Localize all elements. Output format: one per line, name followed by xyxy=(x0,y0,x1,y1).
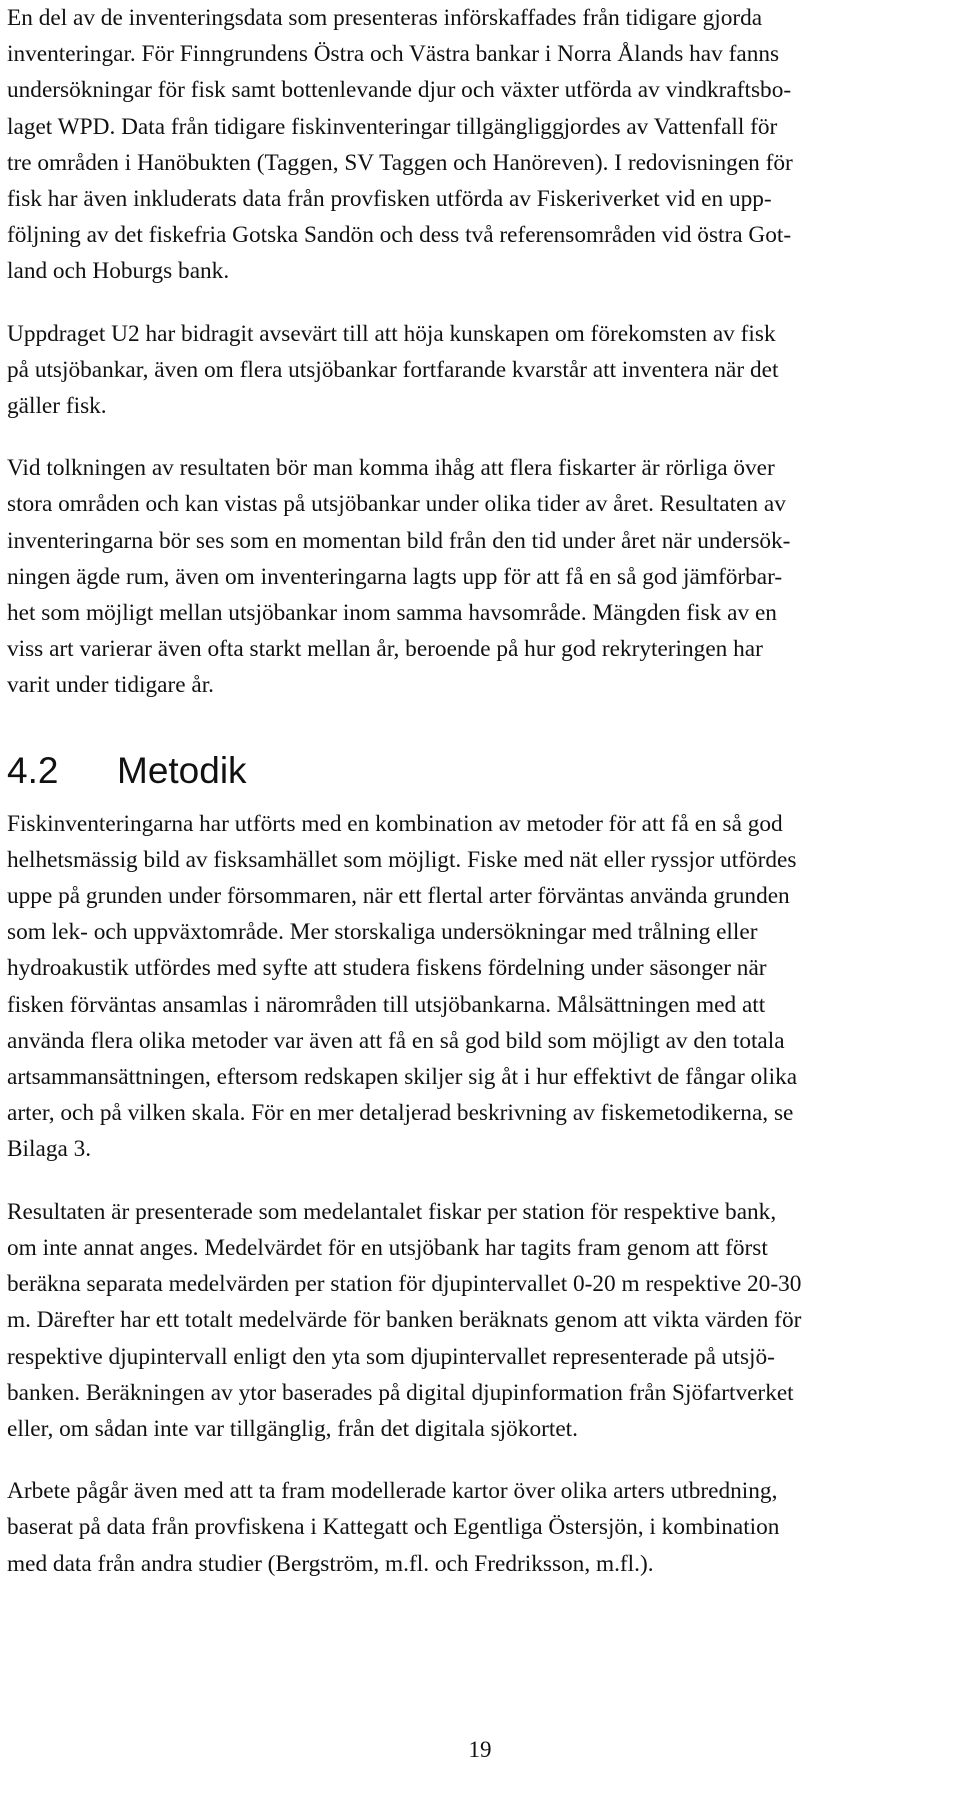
text-line: respektive djupintervall enligt den yta som djupintervallet representerade på utsjö- xyxy=(7,1343,775,1370)
text-line: Uppdraget U2 har bidragit avsevärt till att höja kunskapen om förekomsten av fisk xyxy=(7,320,776,347)
text-line: om inte annat anges. Medelvärdet för en utsjöbank har tagits fram genom att först xyxy=(7,1234,768,1261)
text-line: inventeringar. För Finngrundens Östra och Västra bankar i Norra Ålands hav fanns xyxy=(7,41,780,68)
text-line: Resultaten är presenterade som medelantalet fiskar per station för respektive bank, xyxy=(7,1198,777,1225)
text-line: laget WPD. Data från tidigare fiskinventeringar tillgängliggjordes av Vattenfall för xyxy=(7,113,778,140)
page-number: 19 xyxy=(468,1737,492,1762)
text-line: tre områden i Hanöbukten (Taggen, SV Taggen och Hanöreven). I redovisningen för xyxy=(7,149,793,176)
text-line: land och Hoburgs bank. xyxy=(7,258,230,285)
text-line: varit under tidigare år. xyxy=(7,672,214,699)
text-line: ningen ägde rum, även om inventeringarna lagts upp för att få en så god jämförbar- xyxy=(7,563,783,590)
text-line: på utsjöbankar, även om flera utsjöbankar fortfarande kvarstår att inventera när det xyxy=(7,356,779,383)
text-line: baserat på data från provfiskena i Kattegatt och Egentliga Östersjön, i kombination xyxy=(7,1514,780,1541)
paragraph-methods xyxy=(7,806,953,1168)
text-line: Fiskinventeringarna har utförts med en kombination av metoder för att få en så god xyxy=(7,810,783,837)
text-line: stora områden och kan vistas på utsjöbankar under olika tider av året. Resultaten av xyxy=(7,491,786,518)
text-line: Arbete pågår även med att ta fram modellerade kartor över olika arters utbredning, xyxy=(7,1478,778,1505)
text-line: med data från andra studier (Bergström, m.fl. och Fredriksson, m.fl.). xyxy=(7,1550,654,1577)
text-line: helhetsmässig bild av fisksamhället som möjligt. Fiske med nät eller ryssjor utfördes xyxy=(7,846,797,873)
text-line: använda flera olika metoder var även att få en så god bild som möjligt av den totala xyxy=(7,1027,785,1054)
text-line: arter, och på vilken skala. För en mer detaljerad beskrivning av fiskemetodikerna, se xyxy=(7,1100,794,1127)
paragraph-assignment-u2 xyxy=(7,316,953,425)
text-line: eller, om sådan inte var tillgänglig, från det digitala sjökortet. xyxy=(7,1415,578,1442)
section-number: 4.2 xyxy=(7,749,59,791)
text-line: banken. Beräkningen av ytor baserades på digital djupinformation från Sjöfartverket xyxy=(7,1379,794,1406)
text-line: artsammansättningen, eftersom redskapen skiljer sig åt i hur effektivt de fångar olika xyxy=(7,1064,798,1091)
section-heading xyxy=(7,749,953,793)
text-line: Vid tolkningen av resultaten bör man komma ihåg att flera fiskarter är rörliga över xyxy=(7,455,775,482)
text-line: fisken förväntas ansamlas i närområden till utsjöbankarna. Målsättningen med att xyxy=(7,991,766,1018)
text-line: En del av de inventeringsdata som presenteras införskaffades från tidigare gjorda xyxy=(7,5,763,31)
paragraph-modelled-maps xyxy=(7,1473,953,1582)
paragraph-inventory-sources xyxy=(7,0,953,290)
paragraph-results-presentation xyxy=(7,1194,953,1447)
document-page xyxy=(7,0,953,1582)
text-line: gäller fisk. xyxy=(7,393,107,420)
text-line: beräkna separata medelvärden per station för djupintervallet 0-20 m respektive 20-30 xyxy=(7,1271,802,1298)
text-line: fisk har även inkluderats data från provfisken utförda av Fiskeriverket vid en upp- xyxy=(7,186,772,213)
paragraph-interpretation xyxy=(7,450,953,703)
text-line: uppe på grunden under försommaren, när ett flertal arter förväntas använda grunden xyxy=(7,883,790,910)
text-line: som lek- och uppväxtområde. Mer storskaliga undersökningar med trålning eller xyxy=(7,919,758,946)
text-line: inventeringarna bör ses som en momentan bild från den tid under året när undersök- xyxy=(7,527,791,554)
text-line: följning av det fiskefria Gotska Sandön och dess två referensområden vid östra Got- xyxy=(7,222,792,249)
text-line: viss art varierar även ofta starkt mellan år, beroende på hur god rekryteringen har xyxy=(7,636,763,663)
text-line: hydroakustik utfördes med syfte att studera fiskens fördelning under säsonger när xyxy=(7,955,767,982)
section-title: Metodik xyxy=(117,749,247,791)
text-line: m. Därefter har ett totalt medelvärde för banken beräknats genom att vikta värden för xyxy=(7,1307,802,1334)
text-line: undersökningar för fisk samt bottenlevande djur och växter utförda av vindkraftsbo- xyxy=(7,77,792,104)
text-line: Bilaga 3. xyxy=(7,1136,92,1163)
text-line: het som möjligt mellan utsjöbankar inom samma havsområde. Mängden fisk av en xyxy=(7,600,777,627)
